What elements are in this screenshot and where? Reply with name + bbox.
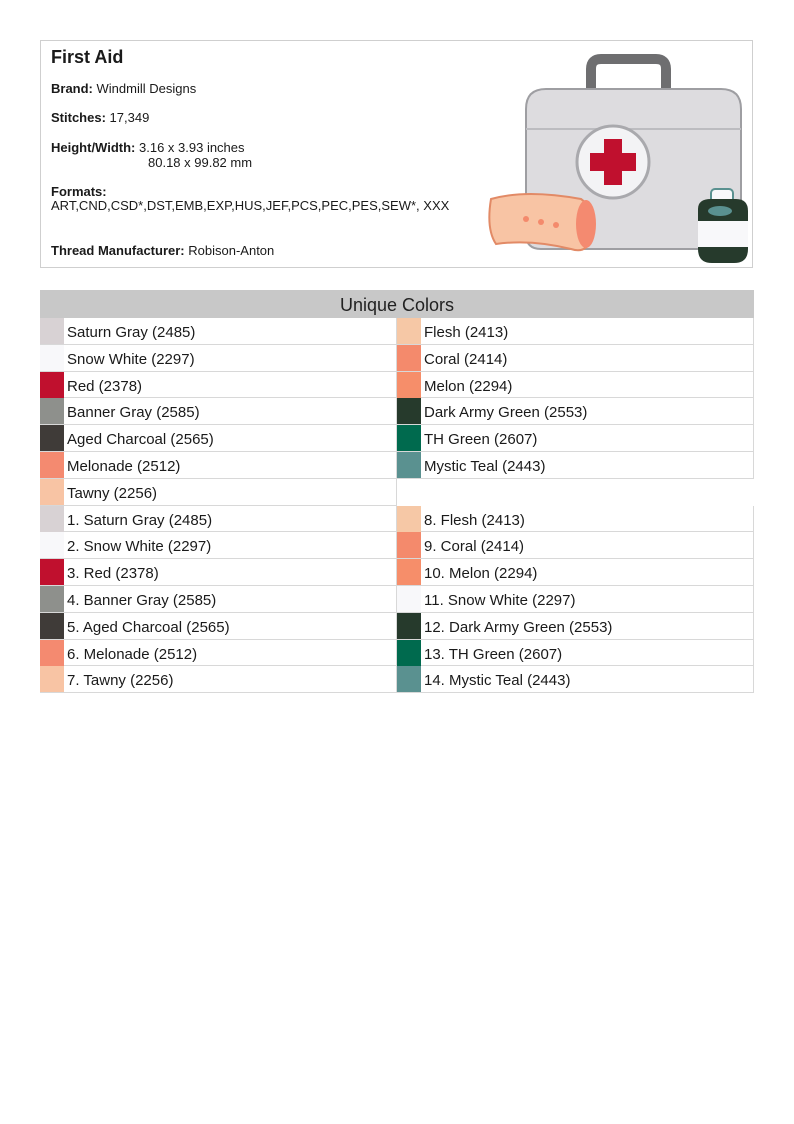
sequence-row [40, 666, 754, 693]
empty-cell [397, 479, 754, 506]
sequence-cell [397, 506, 754, 533]
color-swatch [397, 532, 421, 558]
unique-colors-row [40, 318, 754, 345]
sequence-label: 7. Tawny (2256) [67, 672, 174, 690]
unique-colors-row [40, 345, 754, 372]
color-swatch [40, 613, 64, 639]
color-label: Red (2378) [67, 377, 143, 395]
sequence-cell [40, 640, 397, 667]
sequence-cell [40, 506, 397, 533]
unique-colors-row [40, 425, 754, 452]
height-width-inches: 3.16 x 3.93 inches [139, 140, 245, 155]
color-label: Snow White (2297) [67, 350, 195, 368]
sequence-row [40, 613, 754, 640]
color-cell [397, 425, 754, 452]
color-cell [40, 425, 397, 452]
color-swatch [397, 666, 421, 692]
first-aid-kit-illustration [486, 49, 748, 263]
color-table [40, 318, 754, 693]
product-info-box [40, 40, 753, 268]
color-label: Saturn Gray (2485) [67, 324, 196, 341]
color-label: Tawny (2256) [67, 484, 158, 502]
color-swatch [40, 452, 64, 478]
color-cell [40, 452, 397, 479]
color-cell [397, 398, 754, 425]
brand-label: Brand: [51, 81, 93, 96]
color-swatch [397, 586, 421, 612]
color-swatch [40, 345, 64, 371]
stitches-label: Stitches: [51, 110, 106, 125]
sequence-label: 3. Red (2378) [67, 565, 159, 583]
color-swatch [397, 372, 421, 398]
sequence-label: 12. Dark Army Green (2553) [424, 618, 613, 636]
color-swatch [40, 398, 64, 424]
unique-colors-row [40, 372, 754, 399]
color-swatch [397, 640, 421, 666]
sequence-label: 4. Banner Gray (2585) [67, 591, 217, 609]
color-cell [40, 398, 397, 425]
sequence-cell [397, 613, 754, 640]
color-swatch [397, 345, 421, 371]
sequence-cell [397, 640, 754, 667]
color-label: Banner Gray (2585) [67, 404, 200, 422]
color-swatch [397, 452, 421, 478]
color-swatch [397, 425, 421, 451]
color-swatch [397, 613, 421, 639]
unique-colors-row [40, 452, 754, 479]
color-swatch [40, 532, 64, 558]
color-swatch [40, 586, 64, 612]
brand-value: Windmill Designs [96, 81, 197, 96]
color-swatch [40, 372, 64, 398]
color-swatch [397, 559, 421, 585]
sequence-cell [397, 559, 754, 586]
formats-field [51, 185, 107, 199]
thread-manufacturer-label: Thread Manufacturer: [51, 243, 185, 258]
thread-manufacturer-value: Robison-Anton [188, 243, 275, 258]
product-title: First Aid [51, 47, 124, 67]
color-label: Melon (2294) [424, 377, 513, 395]
color-cell [397, 318, 754, 345]
sequence-label: 13. TH Green (2607) [424, 645, 563, 663]
color-cell [40, 372, 397, 399]
sequence-row [40, 559, 754, 586]
sequence-label: 9. Coral (2414) [424, 538, 525, 556]
color-swatch [397, 398, 421, 424]
unique-colors-row [40, 479, 754, 506]
color-swatch [40, 479, 64, 505]
sequence-cell [40, 559, 397, 586]
color-cell [397, 452, 754, 479]
sequence-cell [40, 613, 397, 640]
sequence-cell [397, 666, 754, 693]
sequence-label: 2. Snow White (2297) [67, 538, 212, 556]
color-swatch [40, 506, 64, 532]
sequence-label: 8. Flesh (2413) [424, 511, 525, 529]
sequence-row [40, 506, 754, 533]
color-swatch [397, 506, 421, 532]
sequence-row [40, 532, 754, 559]
height-width-field [51, 141, 245, 155]
color-cell [40, 318, 397, 345]
color-swatch [40, 318, 64, 344]
sequence-label: 6. Melonade (2512) [67, 645, 198, 663]
height-width-label: Height/Width: [51, 140, 136, 155]
stitches-value: 17,349 [109, 110, 150, 125]
sequence-label: 11. Snow White (2297) [424, 591, 576, 609]
sequence-label: 10. Melon (2294) [424, 565, 538, 583]
color-cell [397, 372, 754, 399]
color-swatch [40, 559, 64, 585]
color-swatch [40, 666, 64, 692]
formats-label: Formats: [51, 184, 107, 199]
sequence-cell [40, 532, 397, 559]
color-label: Coral (2414) [424, 350, 508, 368]
color-label: Flesh (2413) [424, 324, 509, 341]
color-label: Dark Army Green (2553) [424, 404, 588, 422]
color-cell [40, 345, 397, 372]
sequence-label: 5. Aged Charcoal (2565) [67, 618, 230, 636]
formats-list: ART,CND,CSD*,DST,EMB,EXP,HUS,JEF,PCS,PEC,PES,SEW*, XXX [51, 198, 450, 213]
sequence-cell [40, 586, 397, 613]
color-cell [397, 345, 754, 372]
height-width-mm: 80.18 x 99.82 mm [148, 155, 253, 170]
thread-manufacturer-field [51, 244, 274, 258]
sequence-label: 1. Saturn Gray (2485) [67, 511, 213, 529]
color-cell [40, 479, 397, 506]
color-label: Melonade (2512) [67, 457, 181, 475]
unique-colors-row [40, 398, 754, 425]
brand-field [51, 82, 196, 96]
color-label: Aged Charcoal (2565) [67, 431, 214, 449]
color-label: TH Green (2607) [424, 431, 538, 449]
color-swatch [40, 640, 64, 666]
stitches-field [51, 111, 149, 125]
sequence-cell [397, 532, 754, 559]
sequence-cell [397, 586, 754, 613]
sequence-label: 14. Mystic Teal (2443) [424, 672, 571, 690]
sequence-row [40, 586, 754, 613]
unique-colors-header: Unique Colors [40, 290, 754, 318]
sequence-row [40, 640, 754, 667]
color-label: Mystic Teal (2443) [424, 457, 546, 475]
color-swatch [397, 318, 421, 344]
color-swatch [40, 425, 64, 451]
sequence-cell [40, 666, 397, 693]
